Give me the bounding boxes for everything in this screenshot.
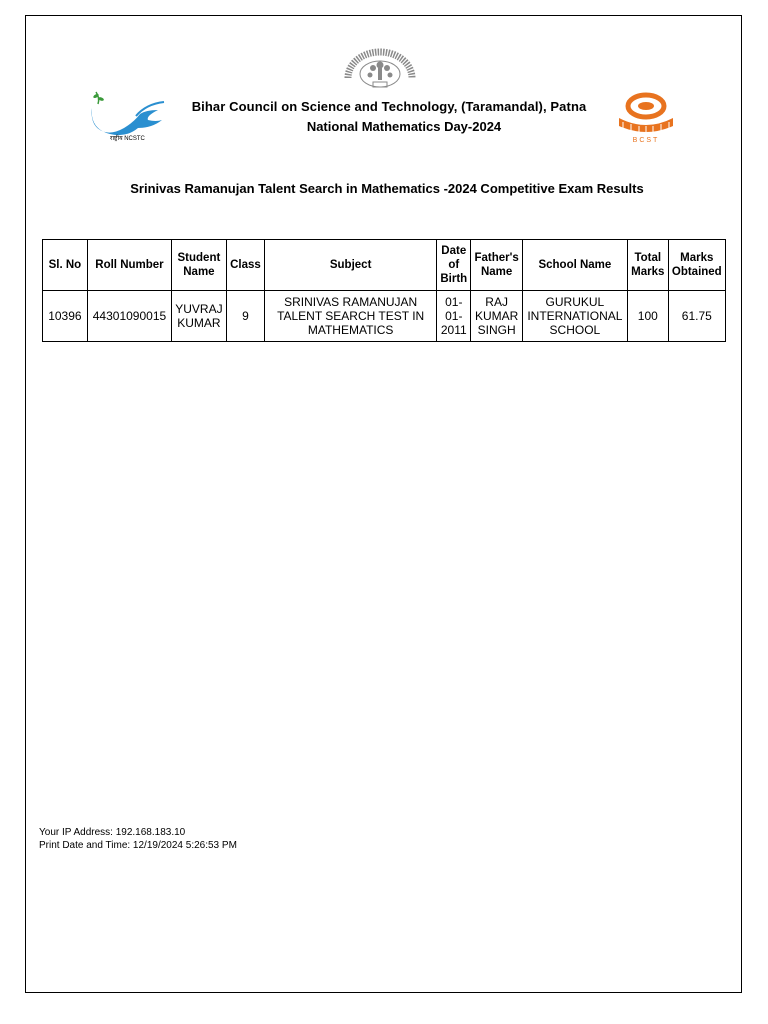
bcst-logo-text: BCST <box>632 137 660 144</box>
cell-student-name: YUVRAJ KUMAR <box>172 291 227 342</box>
print-footer <box>39 826 237 852</box>
column-header-marks-obtained: Marks Obtained <box>668 240 725 291</box>
table-row <box>43 291 726 342</box>
cell-total-marks: 100 <box>627 291 668 342</box>
ip-address-text: Your IP Address: 192.168.183.10 <box>39 827 186 838</box>
column-header-total-marks: Total Marks <box>627 240 668 291</box>
column-header-roll-number: Roll Number <box>87 240 171 291</box>
print-datetime-text: Print Date and Time: 12/19/2024 5:26:53 PM <box>39 840 237 851</box>
column-header-subject: Subject <box>265 240 437 291</box>
cell-class: 9 <box>226 291 265 342</box>
results-title-text: Srinivas Ramanujan Talent Search in Mathematics -2024 Competitive Exam Results <box>130 181 644 196</box>
cell-sl-no: 10396 <box>43 291 88 342</box>
cell-fathers-name: RAJ KUMAR SINGH <box>471 291 522 342</box>
cell-school-name: GURUKUL INTERNATIONAL SCHOOL <box>522 291 627 342</box>
event-heading <box>0 119 768 134</box>
organization-heading <box>0 99 768 114</box>
table-header-row <box>43 240 726 291</box>
column-header-class: Class <box>226 240 265 291</box>
emblem-icon <box>340 44 420 90</box>
cell-roll-number: 44301090015 <box>87 291 171 342</box>
column-header-sl-no: Sl. No <box>43 240 88 291</box>
column-header-date-of-birth: Date of Birth <box>437 240 471 291</box>
ncstc-logo-caption: राष्ट्रीय NCSTC <box>110 136 145 142</box>
column-header-student-name: Student Name <box>172 240 227 291</box>
cell-date-of-birth: 01-01-2011 <box>437 291 471 342</box>
cell-marks-obtained: 61.75 <box>668 291 725 342</box>
cell-subject: SRINIVAS RAMANUJAN TALENT SEARCH TEST IN MATHEMATICS <box>265 291 437 342</box>
results-title <box>0 181 768 196</box>
column-header-fathers-name: Father's Name <box>471 240 522 291</box>
column-header-school-name: School Name <box>522 240 627 291</box>
results-table <box>42 239 726 342</box>
organization-name: Bihar Council on Science and Technology, (Taramandal), Patna <box>191 99 587 114</box>
event-name: National Mathematics Day-2024 <box>306 119 502 134</box>
